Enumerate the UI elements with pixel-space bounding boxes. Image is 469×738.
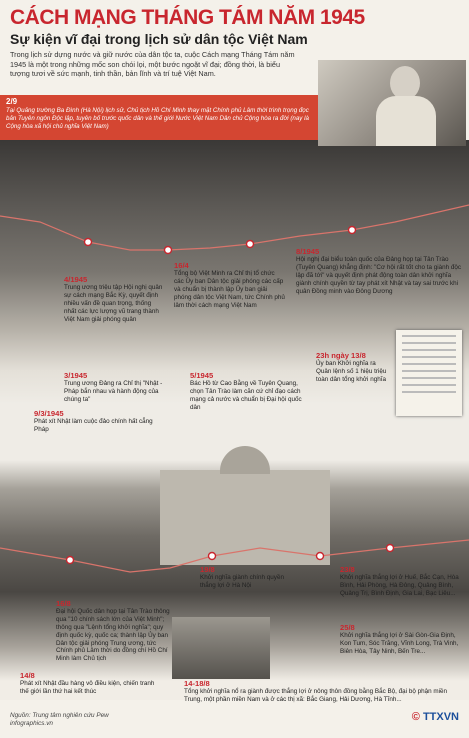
document-image: [396, 330, 462, 416]
footer: [10, 712, 109, 728]
event-9: 16/8 Đại hội Quốc dân họp tại Tân Trào thông qua "10 chính sách lớn của Việt Minh"; thông qua "Lệnh tổng khởi nghĩa"; quy định quốc kỳ, quốc ca; thành lập Ủy ban Dân tộc giải phóng Trung ương, tức Chính phủ Lâm thời do đồng chí Hồ Chí Minh làm Chủ tịch: [56, 599, 170, 663]
site-name: infographics.vn: [10, 720, 53, 727]
event-1: 4/1945 Trung ương triệu tập Hội nghị quân sự cách mạng Bắc Kỳ, quyết định nhiều vấn đề quan trọng, thống nhất các lực lượng vũ trang thành Việt Nam giải phóng quân: [64, 275, 163, 323]
page-subtitle: Sự kiện vĩ đại trong lịch sử dân tộc Việt Nam: [10, 31, 308, 47]
brand-logo: © TTXVN: [411, 711, 459, 723]
event-12: 14-18/8 Tổng khởi nghĩa nổ ra giành được thắng lợi ở nông thôn đồng bằng Bắc Bộ, đại bộ phận miền Trung, một phần miền Nam và ở các thị xã: Bắc Giang, Hải Dương, Hà Tĩnh...: [184, 679, 447, 703]
intro-text: Trong lịch sử dựng nước và giữ nước của dân tộc ta, cuộc Cách mạng Tháng Tám năm 1945 là một trong những mốc son chói lọi, một bước ngoặt vĩ đại; đồng thời, là biểu tượng tươi về sức mạnh, tinh thần, bản lĩnh và trí tuệ Việt Nam.: [10, 50, 295, 78]
event-5: 5/1945 Bác Hồ từ Cao Bằng về Tuyên Quang, chọn Tân Trào làm căn cứ chỉ đạo cách mạng cả nước và chuẩn bị Đại hội quốc dân: [190, 371, 302, 411]
event-6: 9/3/1945 Phát xít Nhật làm cuộc đảo chính hất cẳng Pháp: [34, 409, 153, 433]
source-note: Nguồn: Trung tâm nghiên cứu Pew: [10, 712, 109, 719]
event-8: 23/8 Khởi nghĩa thắng lợi ở Huế, Bắc Cạn, Hòa Bình, Hải Phòng, Hà Đông, Quảng Bình, Quảng Trị, Bình Định, Gia Lai, Bạc Liêu...: [340, 565, 459, 597]
event-7: 19/8 Khởi nghĩa giành chính quyền thắng lợi ở Hà Nội: [200, 565, 284, 589]
event-4: 3/1945 Trung ương Đảng ra Chỉ thị "Nhật - Pháp bắn nhau và hành động của chúng ta": [64, 371, 163, 403]
highlight-date: 2/9: [6, 97, 18, 106]
event-11: 14/8 Phát xít Nhật đầu hàng vô điều kiện, chiến tranh thế giới lần thứ hai kết thúc: [20, 671, 155, 695]
event-10: 25/8 Khởi nghĩa thắng lợi ở Sài Gòn-Gia Định, Kon Tum, Sóc Trăng, Vĩnh Long, Trà Vinh, Biên Hòa, Tây Ninh, Bến Tre...: [340, 623, 459, 655]
event-3: 8/1945 Hội nghị đại biểu toàn quốc của Đảng họp tại Tân Trào (Tuyên Quang) khẳng định: "Cơ hội rất tốt cho ta giành độc lập đã tới" và quyết định phát động toàn dân khởi nghĩa giành chính quyền từ tay phát xít Nhật và tay sai trước khi quân Đồng minh vào Đông Dương: [296, 247, 462, 295]
event-note: 23h ngày 13/8 Ủy ban Khởi nghĩa ra Quân lệnh số 1 hiệu triệu toàn dân tổng khởi nghĩa: [316, 351, 387, 383]
event-2: 16/4 Tổng bộ Việt Minh ra Chỉ thị tổ chức các Ủy ban Dân tộc giải phóng các cấp và chuẩn bị thành lập Ủy ban giải phóng dân tộc Việt Nam, tức Chính phủ lâm thời cách mạng Việt Nam: [174, 261, 285, 309]
inset-photo: [172, 617, 270, 679]
page-title: CÁCH MẠNG THÁNG TÁM NĂM 1945: [10, 6, 365, 29]
highlight-text: Tại Quảng trường Ba Đình (Hà Nội) lịch sử, Chủ tịch Hồ Chí Minh thay mặt Chính phủ Lâm thời trình trọng đọc bản Tuyên ngôn Độc lập, tuyên bố trước quốc dân và thế giới Nước Việt Nam Dân chủ Cộng hòa ra đời (nay là Cộng hòa xã hội chủ nghĩa Việt Nam): [6, 107, 309, 130]
